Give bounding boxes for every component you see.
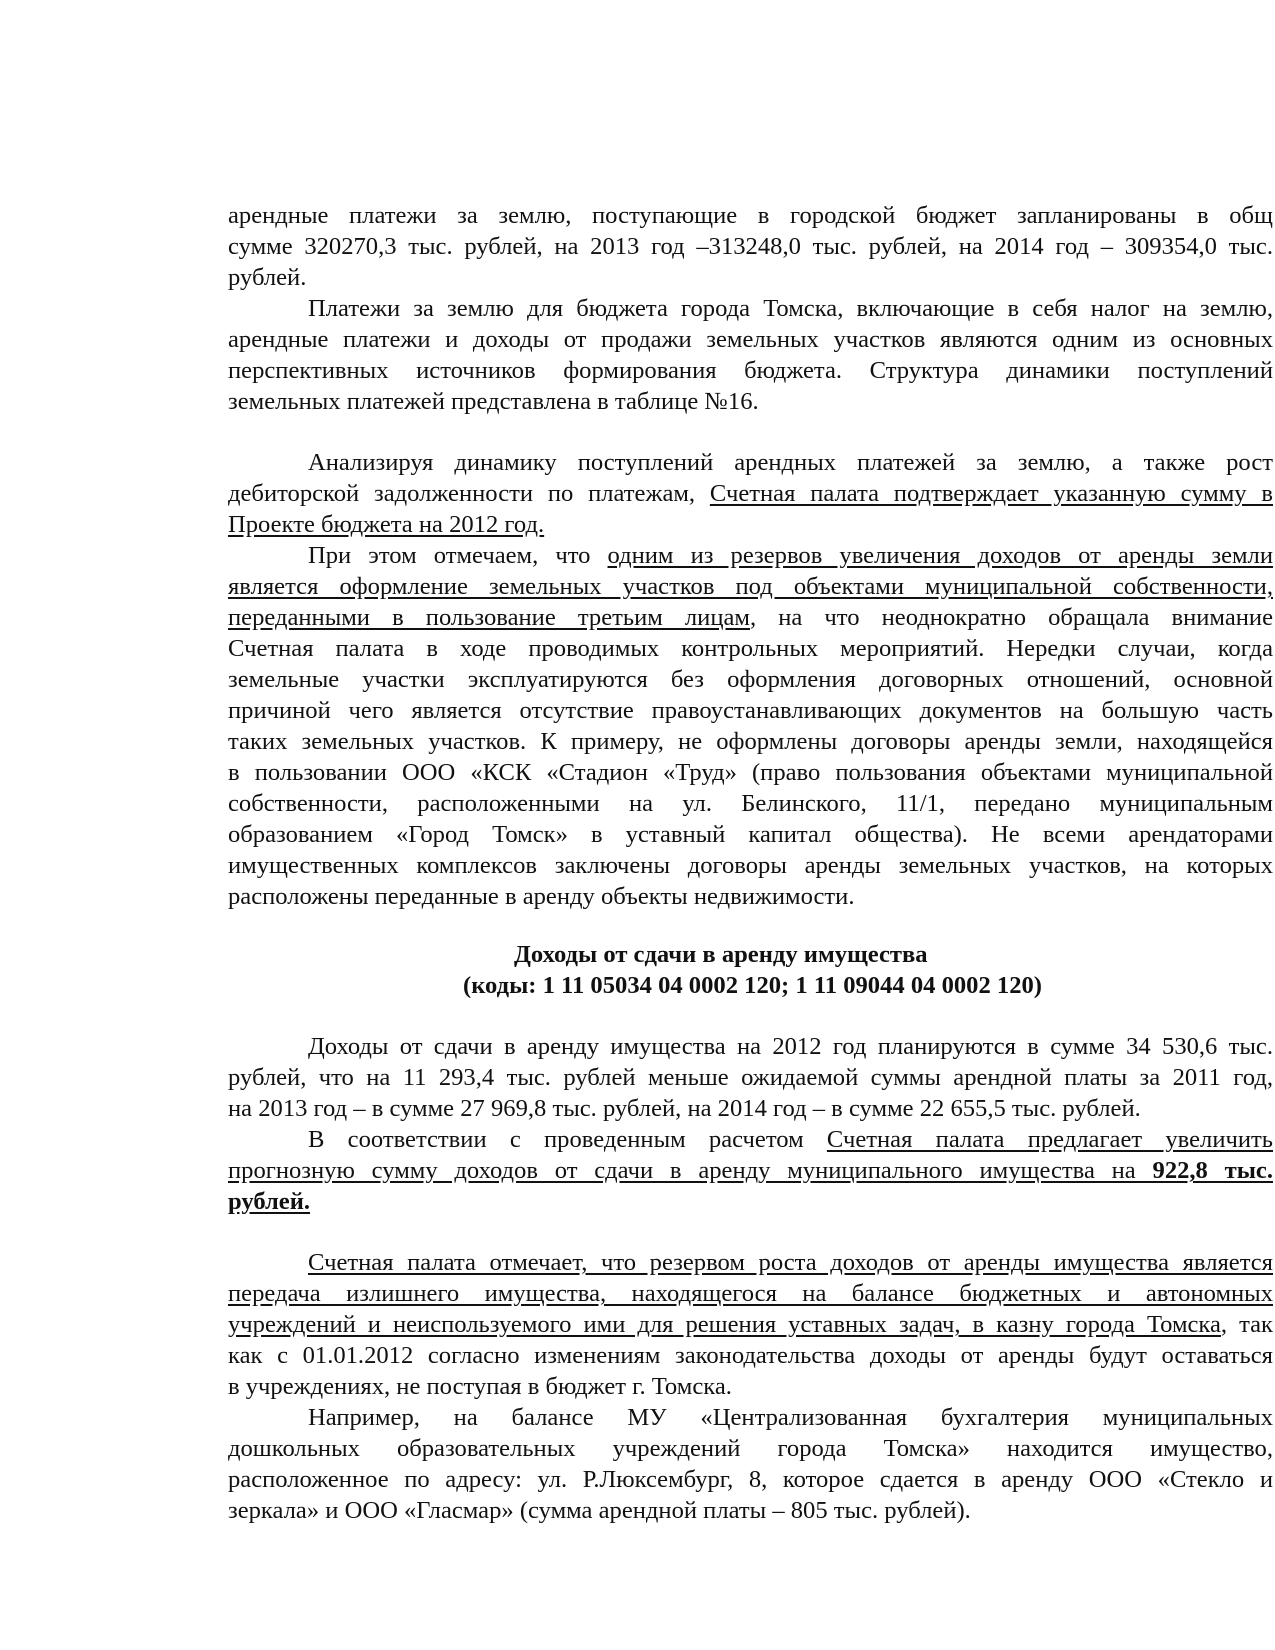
underlined-text: одним из резервов увеличения доходов от аренды земли	[607, 542, 1273, 569]
section-heading	[228, 939, 1273, 1001]
text-line: сумме 320270,3 тыс. рублей, на 2013 год –313248,0 тыс. рублей, на 2014 год – 309354,0 тыс.	[228, 233, 1273, 260]
underlined-text: является оформление земельных участков под объектами муниципальной собственности,	[228, 573, 1273, 600]
underlined-text: переданными в пользование третьим лицам	[228, 604, 750, 631]
text-line	[228, 571, 1273, 602]
heading-title: Доходы от сдачи в аренду имущества	[514, 941, 928, 968]
text-line: расположенное по адресу: ул. Р.Люксембург, 8, которое сдается в аренду ООО «Стекло и	[228, 1466, 1273, 1493]
text-line	[228, 478, 1273, 509]
paragraph	[228, 1031, 1273, 1124]
text-line: расположены переданные в аренду объекты недвижимости.	[228, 883, 855, 910]
paragraph	[228, 447, 1273, 540]
text-line: Анализируя динамику поступлений арендных платежей за землю, а также рост	[308, 449, 1273, 476]
text-line	[228, 602, 1273, 633]
underlined-text: учреждений и неиспользуемого ими для решения уставных задач, в казну города Томска	[228, 1311, 1221, 1338]
text-line	[228, 1186, 1273, 1217]
text-line	[228, 1155, 1273, 1186]
text-run: дебиторской задолженности по платежам,	[228, 480, 710, 507]
text-line	[228, 1247, 1273, 1278]
underlined-text: передача излишнего имущества, находящегося на балансе бюджетных и автономных	[228, 1280, 1273, 1307]
text-line: на 2013 год – в сумме 27 969,8 тыс. рублей, на 2014 год – в сумме 22 655,5 тыс. рублей.	[228, 1095, 1141, 1122]
text-line	[228, 1124, 1273, 1155]
underlined-text: Счетная палата подтверждает указанную сумму в	[709, 480, 1273, 507]
text-line: причиной чего является отсутствие правоустанавливающих документов на большую часть	[228, 697, 1273, 724]
text-line: дошкольных образовательных учреждений города Томска» находится имущество,	[228, 1435, 1273, 1462]
paragraph	[228, 1124, 1273, 1217]
text-line: перспективных источников формирования бюджета. Структура динамики поступлений	[228, 357, 1273, 384]
text-line: арендные платежи и доходы от продажи земельных участков являются одним из основных	[228, 326, 1273, 353]
text-line	[228, 509, 1273, 540]
text-line	[228, 1278, 1273, 1309]
text-line	[228, 1309, 1273, 1340]
text-line: собственности, расположенными на ул. Белинского, 11/1, передано муниципальным	[228, 790, 1273, 817]
heading-codes: (коды: 1 11 05034 04 0002 120; 1 11 09044 04 0002 120)	[463, 972, 1042, 999]
paragraph	[228, 1247, 1273, 1402]
text-line	[228, 540, 1273, 571]
text-line: образованием «Город Томск» в уставный капитал общества). Не всеми арендаторами	[228, 821, 1273, 848]
text-line: в пользовании ООО «КСК «Стадион «Труд» (право пользования объектами муниципальной	[228, 759, 1273, 786]
text-line: в учреждениях, не поступая в бюджет г. Томска.	[228, 1373, 732, 1400]
text-line: Платежи за землю для бюджета города Томска, включающие в себя налог на землю,	[308, 295, 1273, 322]
text-line: имущественных комплексов заключены договоры аренды земельных участков, на которых	[228, 852, 1273, 879]
paragraph	[228, 1402, 1273, 1526]
text-run: В соответствии с проведенным расчетом	[308, 1126, 827, 1153]
underlined-bold-text: 922,8 тыс.	[1152, 1157, 1273, 1184]
paragraph	[228, 293, 1273, 417]
text-line: рублей, что на 11 293,4 тыс. рублей меньше ожидаемой суммы арендной платы за 2011 год,	[228, 1064, 1273, 1091]
text-run: При этом отмечаем, что	[308, 542, 608, 569]
text-run: , на что неоднократно обращала внимание	[749, 604, 1273, 631]
underlined-bold-text: рублей.	[228, 1188, 311, 1215]
document-body	[228, 200, 1273, 1526]
text-line: рублей.	[228, 264, 307, 291]
underlined-text: Счетная палата предлагает увеличить	[826, 1126, 1273, 1153]
text-line: Например, на балансе МУ «Централизованная бухгалтерия муниципальных	[308, 1404, 1273, 1431]
text-line: арендные платежи за землю, поступающие в городской бюджет запланированы в общ	[228, 202, 1273, 229]
text-run: , так	[1220, 1311, 1273, 1338]
text-line: земельные участки эксплуатируются без оформления договорных отношений, основной	[228, 666, 1273, 693]
text-line: земельных платежей представлена в таблице №16.	[228, 388, 759, 415]
text-line: зеркала» и ООО «Гласмар» (сумма арендной платы – 805 тыс. рублей).	[228, 1497, 971, 1524]
text-line: как с 01.01.2012 согласно изменениям законодательства доходы от аренды будут оставаться	[228, 1342, 1273, 1369]
underlined-text: Проекте бюджета на 2012 год.	[228, 511, 545, 538]
underlined-text: прогнозную сумму доходов от сдачи в аренду муниципального имущества на	[228, 1157, 1153, 1184]
text-line: таких земельных участков. К примеру, не оформлены договоры аренды земли, находящейся	[228, 728, 1273, 755]
text-line: Счетная палата в ходе проводимых контрольных мероприятий. Нередки случаи, когда	[228, 635, 1273, 662]
paragraph	[228, 540, 1273, 912]
document-page	[228, 200, 1275, 1650]
underlined-text: Счетная палата отмечает, что резервом роста доходов от аренды имущества является	[308, 1249, 1273, 1276]
paragraph	[228, 200, 1273, 293]
text-line: Доходы от сдачи в аренду имущества на 2012 год планируются в сумме 34 530,6 тыс.	[308, 1033, 1273, 1060]
